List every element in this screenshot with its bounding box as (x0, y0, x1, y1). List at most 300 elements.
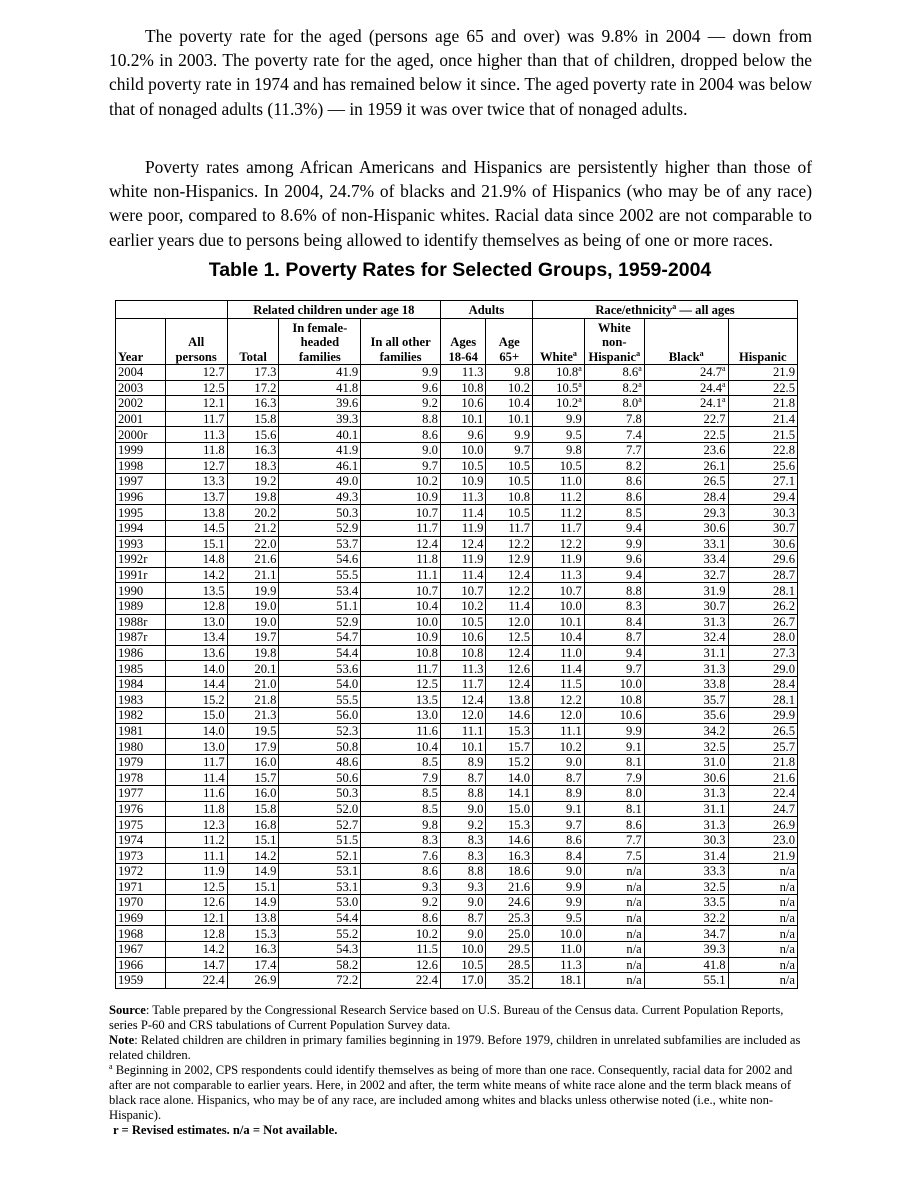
cell-black (644, 567, 728, 583)
cell-hispanic (728, 661, 797, 677)
cell-ages-18-64-value: 9.0 (467, 926, 484, 941)
footnote-text: Beginning in 2002, CPS respondents could identify themselves as being of more than one race. Consequently, racial data for 2002 and after are not comparable to earlier years. Here, in 2002 and after, the term white means of white race alone and the term black means of black race alone. Hispanics, who may be of any race, are included among whites and blacks unless otherwise noted (i.e., white non-Hispanic). (109, 1063, 793, 1122)
cell-year (116, 879, 166, 895)
cell-white (533, 458, 585, 474)
cell-white-nonhispanic-value: 8.2 (622, 380, 639, 395)
cell-all-persons (165, 692, 227, 708)
cell-all-persons-value: 12.5 (202, 879, 225, 894)
cell-children-total (227, 583, 279, 599)
cell-age-65 (486, 661, 533, 677)
group-header-children: Related children under age 18 (227, 301, 440, 319)
cell-black (644, 832, 728, 848)
cell-children-total (227, 380, 279, 396)
cell-white-nonhispanic-value: n/a (626, 895, 642, 910)
cell-ages-18-64-value: 8.7 (467, 911, 484, 926)
cell-white-nonhispanic (584, 770, 644, 786)
cell-other-families-value: 10.2 (415, 474, 438, 489)
black-label: Black (668, 349, 700, 364)
cell-ages-18-64 (440, 801, 486, 817)
table-row (116, 895, 798, 911)
table-notes (109, 1003, 812, 1138)
cell-white-nonhispanic-value: n/a (626, 957, 642, 972)
cell-hispanic-value: 21.5 (772, 427, 795, 442)
cell-black (644, 474, 728, 490)
cell-children-total-value: 16.0 (254, 755, 277, 770)
cell-ages-18-64 (440, 645, 486, 661)
cell-ages-18-64-value: 8.8 (467, 786, 484, 801)
cell-age-65 (486, 754, 533, 770)
cell-female-headed (279, 583, 361, 599)
cell-white-value: 11.3 (560, 568, 582, 583)
cell-white-nonhispanic-value: 8.7 (626, 630, 642, 645)
cell-female-headed (279, 661, 361, 677)
cell-white (533, 442, 585, 458)
cell-black-value: 28.4 (703, 490, 726, 505)
cell-white-value: 10.0 (559, 926, 582, 941)
cell-female-headed (279, 957, 361, 973)
cell-children-total (227, 630, 279, 646)
cell-white-nonhispanic-value: n/a (626, 926, 642, 941)
cell-hispanic-value: 29.9 (772, 708, 795, 723)
cell-white-value: 9.9 (566, 895, 582, 910)
cell-other-families-value: 9.8 (422, 817, 438, 832)
cell-other-families-value: 8.5 (422, 786, 438, 801)
cell-age-65-value: 10.5 (507, 505, 531, 520)
cell-other-families (361, 973, 441, 989)
cell-age-65 (486, 941, 533, 957)
footnote-marker: a (578, 395, 582, 405)
cell-white-value: 9.7 (566, 817, 582, 832)
cell-all-persons (165, 801, 227, 817)
cell-year-value: 1969 (118, 911, 144, 926)
cell-other-families-value: 11.8 (416, 552, 438, 567)
cell-female-headed (279, 365, 361, 381)
cell-white-value: 9.0 (566, 755, 582, 770)
cell-female-headed (279, 552, 361, 568)
cell-age-65 (486, 536, 533, 552)
cell-ages-18-64-value: 10.8 (461, 380, 484, 395)
cell-white-nonhispanic (584, 427, 644, 443)
cell-children-total (227, 770, 279, 786)
cell-other-families-value: 11.7 (416, 661, 438, 676)
cell-white-nonhispanic (584, 676, 644, 692)
cell-white-nonhispanic-value: 9.7 (626, 661, 642, 676)
table-row (116, 848, 798, 864)
cell-white-nonhispanic-value: n/a (626, 911, 642, 926)
cell-female-headed (279, 770, 361, 786)
cell-other-families (361, 536, 441, 552)
cell-hispanic (728, 630, 797, 646)
cell-hispanic (728, 832, 797, 848)
cell-other-families-value: 9.9 (422, 365, 438, 380)
cell-hispanic-value: 21.9 (772, 365, 795, 380)
cell-white-nonhispanic-value: 8.8 (626, 583, 642, 598)
cell-other-families-value: 11.5 (416, 942, 438, 957)
cell-white-nonhispanic-value: 8.2 (626, 458, 642, 473)
cell-age-65-value: 21.6 (507, 879, 531, 894)
cell-black (644, 396, 728, 412)
cell-female-headed-value: 48.6 (336, 755, 359, 770)
cell-black (644, 520, 728, 536)
cell-all-persons-value: 11.3 (203, 427, 225, 442)
cell-other-families (361, 786, 441, 802)
cell-hispanic-value: 25.7 (772, 739, 795, 754)
cell-female-headed-value: 46.1 (336, 458, 359, 473)
cell-year-value: 1981 (118, 723, 144, 738)
cell-other-families (361, 723, 441, 739)
cell-children-total-value: 19.8 (254, 490, 277, 505)
cell-age-65 (486, 723, 533, 739)
cell-all-persons-value: 11.7 (203, 755, 225, 770)
cell-age-65 (486, 583, 533, 599)
cell-all-persons (165, 567, 227, 583)
cell-year (116, 365, 166, 381)
cell-white (533, 957, 585, 973)
cell-year (116, 957, 166, 973)
cell-ages-18-64 (440, 941, 486, 957)
cell-all-persons (165, 864, 227, 880)
cell-hispanic (728, 926, 797, 942)
cell-white-nonhispanic-value: 8.1 (626, 801, 642, 816)
cell-other-families-value: 10.0 (415, 614, 438, 629)
cell-all-persons (165, 723, 227, 739)
cell-children-total (227, 505, 279, 521)
cell-other-families (361, 583, 441, 599)
cell-ages-18-64 (440, 832, 486, 848)
cell-hispanic-value: 28.4 (772, 677, 795, 692)
group-header-adults: Adults (440, 301, 532, 319)
cell-age-65-value: 9.8 (514, 365, 531, 380)
cell-other-families (361, 817, 441, 833)
cell-hispanic (728, 910, 797, 926)
cell-children-total-value: 16.3 (254, 942, 277, 957)
cell-year (116, 614, 166, 630)
cell-black-value: 31.3 (703, 786, 726, 801)
cell-black-value: 33.4 (703, 552, 726, 567)
cell-ages-18-64-value: 11.3 (461, 661, 484, 676)
cell-age-65-value: 15.3 (507, 817, 531, 832)
cell-other-families (361, 661, 441, 677)
cell-age-65-value: 15.3 (507, 723, 531, 738)
cell-black (644, 864, 728, 880)
cell-all-persons (165, 739, 227, 755)
cell-hispanic-value: 26.5 (772, 723, 795, 738)
cell-age-65-value: 12.4 (507, 677, 531, 692)
cell-black-value: 30.3 (703, 833, 726, 848)
cell-all-persons (165, 848, 227, 864)
table-row (116, 536, 798, 552)
cell-white-nonhispanic-value: 7.4 (626, 427, 642, 442)
cell-other-families-value: 12.6 (415, 957, 438, 972)
cell-other-families (361, 396, 441, 412)
table-row (116, 645, 798, 661)
cell-white (533, 708, 585, 724)
cell-white-value: 11.2 (560, 505, 582, 520)
cell-year (116, 676, 166, 692)
cell-year (116, 786, 166, 802)
cell-hispanic (728, 676, 797, 692)
cell-female-headed-value: 41.9 (336, 365, 359, 380)
table-row (116, 567, 798, 583)
race-header-suffix: — all ages (676, 302, 735, 317)
cell-all-persons-value: 11.8 (203, 801, 225, 816)
cell-female-headed-value: 50.6 (336, 770, 359, 785)
cell-year (116, 458, 166, 474)
cell-female-headed-value: 49.0 (336, 474, 359, 489)
cell-ages-18-64-value: 10.6 (461, 396, 484, 411)
cell-other-families-value: 13.0 (415, 708, 438, 723)
cell-all-persons-value: 15.1 (202, 536, 225, 551)
cell-female-headed (279, 380, 361, 396)
cell-black-value: 32.7 (703, 568, 726, 583)
cell-ages-18-64 (440, 536, 486, 552)
cell-children-total (227, 365, 279, 381)
cell-white-value: 18.1 (559, 973, 582, 988)
cell-white-nonhispanic-value: 10.0 (619, 677, 642, 692)
cell-all-persons-value: 14.5 (202, 521, 225, 536)
cell-all-persons (165, 427, 227, 443)
poverty-rates-table (115, 300, 798, 989)
cell-ages-18-64 (440, 926, 486, 942)
col-header-white-nonhispanic (584, 319, 644, 365)
footnote-marker: a (722, 364, 726, 374)
cell-age-65 (486, 864, 533, 880)
cell-children-total (227, 973, 279, 989)
cell-ages-18-64-value: 11.1 (461, 723, 484, 738)
cell-year-value: 1971 (118, 879, 144, 894)
cell-all-persons-value: 11.7 (203, 412, 225, 427)
cell-children-total-value: 16.3 (254, 396, 277, 411)
cell-ages-18-64 (440, 676, 486, 692)
table-body (116, 365, 798, 989)
cell-all-persons (165, 520, 227, 536)
cell-black-value: 31.3 (703, 614, 726, 629)
cell-year (116, 801, 166, 817)
cell-white-nonhispanic-value: 9.4 (626, 568, 642, 583)
cell-children-total-value: 15.8 (254, 412, 277, 427)
cell-ages-18-64-value: 9.0 (467, 801, 484, 816)
cell-all-persons-value: 12.8 (202, 926, 225, 941)
cell-other-families-value: 9.6 (422, 380, 438, 395)
cell-age-65-value: 15.2 (507, 755, 531, 770)
cell-children-total (227, 396, 279, 412)
cell-other-families (361, 520, 441, 536)
cell-female-headed-value: 55.5 (336, 568, 359, 583)
cell-white-nonhispanic (584, 910, 644, 926)
cell-children-total-value: 14.9 (254, 895, 277, 910)
cell-black (644, 692, 728, 708)
cell-other-families-value: 8.8 (422, 412, 438, 427)
footnote-marker: a (638, 364, 642, 374)
cell-other-families-value: 8.6 (422, 911, 438, 926)
cell-all-persons-value: 11.8 (203, 443, 225, 458)
cell-children-total-value: 17.9 (254, 739, 277, 754)
cell-other-families (361, 848, 441, 864)
cell-black-value: 31.4 (703, 848, 726, 863)
cell-age-65-value: 11.4 (508, 599, 531, 614)
source-label: Source (109, 1003, 146, 1017)
cell-children-total-value: 18.3 (254, 458, 277, 473)
cell-white (533, 645, 585, 661)
cell-children-total-value: 16.0 (254, 786, 277, 801)
cell-white-nonhispanic (584, 630, 644, 646)
cell-female-headed-value: 72.2 (336, 973, 359, 988)
cell-hispanic (728, 645, 797, 661)
cell-children-total-value: 15.8 (254, 801, 277, 816)
cell-white-nonhispanic-value: n/a (626, 973, 642, 988)
cell-white (533, 567, 585, 583)
cell-ages-18-64-value: 10.0 (461, 443, 484, 458)
cell-ages-18-64-value: 11.9 (461, 552, 484, 567)
cell-ages-18-64-value: 10.0 (461, 942, 484, 957)
cell-ages-18-64 (440, 879, 486, 895)
general-note (109, 1033, 812, 1063)
cell-hispanic-value: 24.7 (772, 801, 795, 816)
cell-hispanic (728, 396, 797, 412)
cell-year-value: 1976 (118, 801, 144, 816)
cell-black-value: 39.3 (703, 942, 726, 957)
cell-female-headed-value: 51.1 (336, 599, 359, 614)
cell-year-value: 1994 (118, 521, 144, 536)
cell-year-value: 2002 (118, 396, 144, 411)
cell-all-persons-value: 22.4 (202, 973, 225, 988)
cell-white (533, 692, 585, 708)
cell-black (644, 598, 728, 614)
cell-hispanic (728, 739, 797, 755)
cell-hispanic-value: n/a (779, 879, 795, 894)
cell-year-value: 1972 (118, 864, 144, 879)
cell-white-nonhispanic-value: 8.4 (626, 614, 642, 629)
cell-white-value: 10.2 (559, 739, 582, 754)
cell-black (644, 442, 728, 458)
cell-black (644, 380, 728, 396)
cell-all-persons (165, 910, 227, 926)
cell-hispanic-value: n/a (779, 926, 795, 941)
cell-all-persons-value: 13.5 (202, 583, 225, 598)
footnote-marker: a (109, 1061, 113, 1071)
cell-white-nonhispanic (584, 864, 644, 880)
source-note (109, 1003, 812, 1033)
cell-black (644, 583, 728, 599)
cell-hispanic (728, 973, 797, 989)
cell-white-value: 11.0 (560, 942, 582, 957)
cell-white (533, 427, 585, 443)
cell-female-headed-value: 51.5 (336, 833, 359, 848)
cell-children-total (227, 645, 279, 661)
cell-female-headed (279, 520, 361, 536)
cell-female-headed-value: 52.9 (336, 614, 359, 629)
note-label: Note (109, 1033, 135, 1047)
cell-black-value: 30.7 (703, 599, 726, 614)
cell-white (533, 941, 585, 957)
cell-other-families (361, 442, 441, 458)
cell-other-families (361, 832, 441, 848)
table-row (116, 474, 798, 490)
cell-black-value: 55.1 (703, 973, 726, 988)
cell-hispanic-value: n/a (779, 864, 795, 879)
cell-white (533, 536, 585, 552)
cell-black-value: 35.7 (703, 692, 726, 707)
footnote-marker: a (638, 380, 642, 389)
cell-age-65 (486, 770, 533, 786)
cell-white-nonhispanic (584, 832, 644, 848)
cell-white (533, 630, 585, 646)
cell-age-65 (486, 676, 533, 692)
cell-white (533, 396, 585, 412)
table-row (116, 380, 798, 396)
cell-year-value: 2004 (118, 365, 144, 380)
cell-female-headed (279, 832, 361, 848)
cell-year (116, 630, 166, 646)
cell-year (116, 692, 166, 708)
cell-hispanic (728, 848, 797, 864)
cell-hispanic-value: 28.1 (772, 583, 795, 598)
cell-white (533, 864, 585, 880)
cell-hispanic (728, 411, 797, 427)
cell-hispanic (728, 380, 797, 396)
cell-all-persons-value: 13.0 (202, 739, 225, 754)
cell-year-value: 1967 (118, 942, 144, 957)
cell-children-total (227, 489, 279, 505)
cell-white-nonhispanic (584, 365, 644, 381)
cell-ages-18-64 (440, 442, 486, 458)
cell-age-65-value: 16.3 (507, 848, 531, 863)
cell-black (644, 552, 728, 568)
cell-ages-18-64 (440, 458, 486, 474)
cell-children-total-value: 16.3 (254, 443, 277, 458)
cell-children-total-value: 21.1 (254, 568, 277, 583)
cell-age-65 (486, 614, 533, 630)
cell-age-65 (486, 832, 533, 848)
cell-white-value: 11.4 (560, 661, 582, 676)
cell-all-persons (165, 380, 227, 396)
cell-white-nonhispanic (584, 879, 644, 895)
cell-hispanic-value: 28.7 (772, 568, 795, 583)
cell-all-persons (165, 676, 227, 692)
cell-other-families (361, 614, 441, 630)
cell-ages-18-64 (440, 817, 486, 833)
cell-white-value: 11.0 (560, 474, 582, 489)
cell-female-headed (279, 474, 361, 490)
cell-female-headed-value: 50.8 (336, 739, 359, 754)
cell-age-65 (486, 910, 533, 926)
cell-age-65 (486, 489, 533, 505)
cell-hispanic-value: 21.6 (772, 770, 795, 785)
cell-female-headed-value: 41.9 (336, 443, 359, 458)
cell-female-headed (279, 598, 361, 614)
cell-age-65 (486, 411, 533, 427)
cell-year-value: 1984 (118, 677, 144, 692)
cell-hispanic-value: n/a (779, 911, 795, 926)
cell-white-nonhispanic (584, 614, 644, 630)
table-row (116, 879, 798, 895)
cell-year (116, 973, 166, 989)
cell-female-headed (279, 723, 361, 739)
cell-ages-18-64-value: 9.3 (467, 879, 484, 894)
cell-all-persons-value: 14.7 (202, 957, 225, 972)
cell-all-persons (165, 536, 227, 552)
cell-children-total-value: 21.8 (254, 692, 277, 707)
cell-black-value: 33.8 (703, 677, 726, 692)
cell-white-nonhispanic (584, 848, 644, 864)
cell-white (533, 598, 585, 614)
cell-all-persons-value: 11.4 (203, 770, 225, 785)
cell-white-nonhispanic (584, 754, 644, 770)
cell-year-value: 1992r (118, 552, 148, 567)
cell-female-headed (279, 910, 361, 926)
cell-other-families-value: 10.7 (415, 583, 438, 598)
cell-hispanic (728, 692, 797, 708)
